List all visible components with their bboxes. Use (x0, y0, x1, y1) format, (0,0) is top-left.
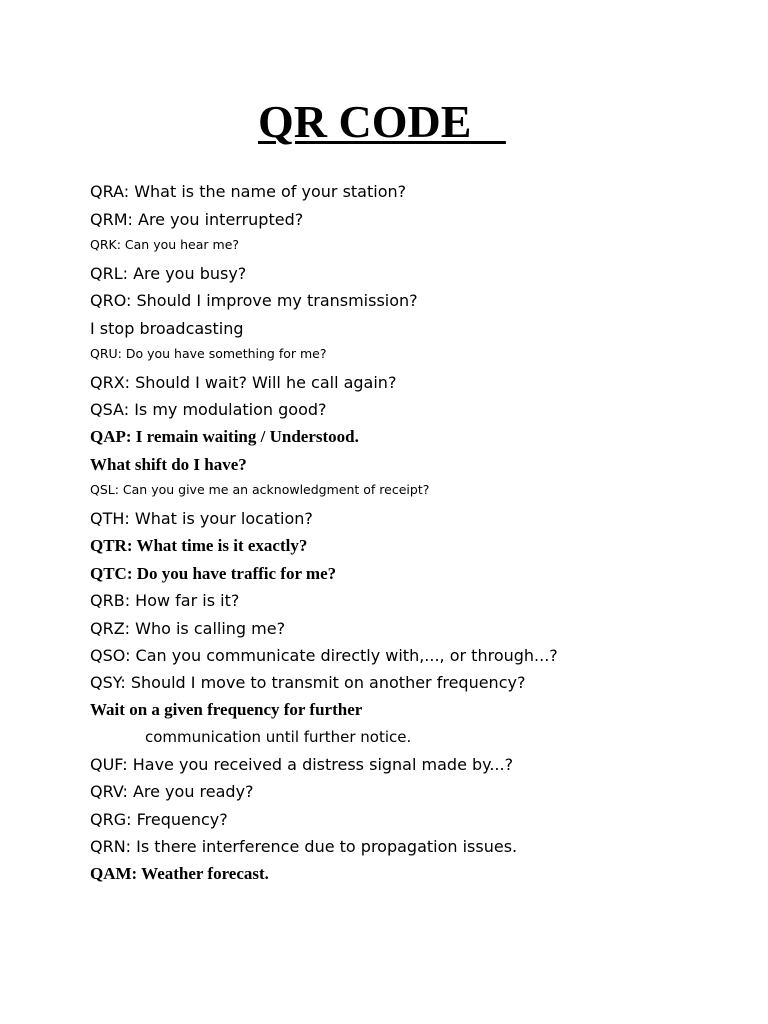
code-line-qrl: QRL: Are you busy? (90, 264, 247, 283)
code-line-qap: QAP: I remain waiting / Understood. (90, 427, 359, 446)
code-line-communication-notice: communication until further notice. (145, 728, 412, 746)
code-line-qsa: QSA: Is my modulation good? (90, 400, 327, 419)
code-line-qrx: QRX: Should I wait? Will he call again? (90, 373, 397, 392)
page-title: QR CODE (258, 96, 506, 147)
code-line-wait-frequency: Wait on a given frequency for further (90, 700, 363, 719)
code-line-qro: QRO: Should I improve my transmission? (90, 291, 418, 310)
code-line-qsl: QSL: Can you give me an acknowledgment of receipt? (90, 482, 430, 497)
code-line-qra: QRA: What is the name of your station? (90, 182, 407, 201)
code-line-qsy: QSY: Should I move to transmit on another frequency? (90, 673, 526, 692)
code-line-qtr: QTR: What time is it exactly? (90, 536, 308, 555)
code-line-qam: QAM: Weather forecast. (90, 864, 269, 883)
code-line-shift: What shift do I have? (90, 455, 247, 474)
code-line-qth: QTH: What is your location? (90, 509, 313, 528)
code-line-stop-broadcasting: I stop broadcasting (90, 319, 244, 338)
code-line-qrk: QRK: Can you hear me? (90, 237, 240, 252)
code-line-qso: QSO: Can you communicate directly with,..., or through...? (90, 646, 558, 665)
code-line-qru: QRU: Do you have something for me? (90, 346, 327, 361)
code-line-quf: QUF: Have you received a distress signal made by...? (90, 755, 514, 774)
code-line-qrv: QRV: Are you ready? (90, 782, 254, 801)
code-line-qrm: QRM: Are you interrupted? (90, 210, 304, 229)
code-line-qrn: QRN: Is there interference due to propagation issues. (90, 837, 518, 856)
code-line-qtc: QTC: Do you have traffic for me? (90, 564, 337, 583)
code-line-qrz: QRZ: Who is calling me? (90, 619, 286, 638)
code-line-qrg: QRG: Frequency? (90, 810, 228, 829)
code-line-qrb: QRB: How far is it? (90, 591, 240, 610)
